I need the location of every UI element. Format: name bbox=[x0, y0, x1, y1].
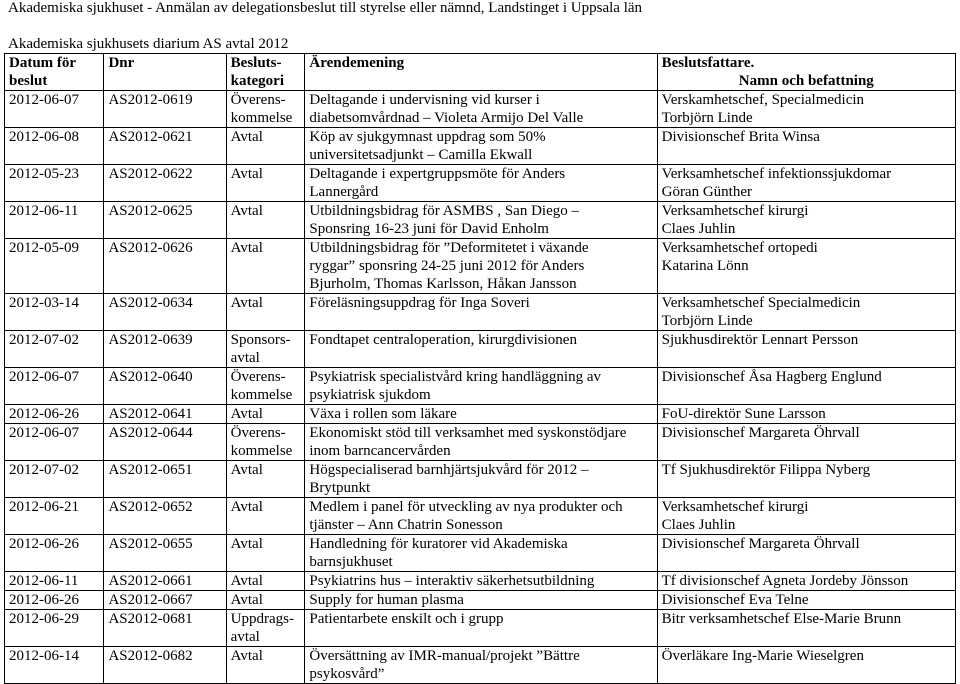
dnr-cell: AS2012-0640 bbox=[104, 368, 226, 405]
header-date: Datum för beslut bbox=[5, 54, 104, 91]
date-cell: 2012-06-11 bbox=[5, 202, 104, 239]
table-row bbox=[5, 368, 956, 405]
decider-cell: Verksamhetschef kirurgi Claes Juhlin bbox=[657, 498, 955, 535]
decider-cell: Tf divisionschef Agneta Jordeby Jönsson bbox=[657, 572, 955, 591]
date-cell: 2012-07-02 bbox=[5, 331, 104, 368]
date-cell: 2012-06-07 bbox=[5, 368, 104, 405]
type-cell: Avtal bbox=[226, 405, 305, 424]
table-row bbox=[5, 165, 956, 202]
dnr-cell: AS2012-0651 bbox=[104, 461, 226, 498]
header-type: Besluts- kategori bbox=[226, 54, 305, 91]
dnr-cell: AS2012-0655 bbox=[104, 535, 226, 572]
type-cell: Avtal bbox=[226, 535, 305, 572]
matter-cell: Supply for human plasma bbox=[305, 591, 657, 610]
matter-cell: Handledning för kuratorer vid Akademiska barnsjukhuset bbox=[305, 535, 657, 572]
type-cell: Avtal bbox=[226, 294, 305, 331]
decider-cell: FoU-direktör Sune Larsson bbox=[657, 405, 955, 424]
date-cell: 2012-06-26 bbox=[5, 405, 104, 424]
type-cell: Avtal bbox=[226, 202, 305, 239]
decider-cell: Sjukhusdirektör Lennart Persson bbox=[657, 331, 955, 368]
decider-cell: Bitr verksamhetschef Else-Marie Brunn bbox=[657, 610, 955, 647]
table-row bbox=[5, 591, 956, 610]
table-row bbox=[5, 239, 956, 294]
dnr-cell: AS2012-0641 bbox=[104, 405, 226, 424]
type-cell: Avtal bbox=[226, 591, 305, 610]
table-row bbox=[5, 91, 956, 128]
dnr-cell: AS2012-0621 bbox=[104, 128, 226, 165]
dnr-cell: AS2012-0681 bbox=[104, 610, 226, 647]
matter-cell: Växa i rollen som läkare bbox=[305, 405, 657, 424]
dnr-cell: AS2012-0634 bbox=[104, 294, 226, 331]
dnr-cell: AS2012-0622 bbox=[104, 165, 226, 202]
date-cell: 2012-06-07 bbox=[5, 91, 104, 128]
table-row bbox=[5, 498, 956, 535]
decider-cell: Verksamhetschef kirurgi Claes Juhlin bbox=[657, 202, 955, 239]
date-cell: 2012-06-21 bbox=[5, 498, 104, 535]
register-rows bbox=[5, 91, 956, 684]
table-row bbox=[5, 424, 956, 461]
matter-cell: Deltagande i undervisning vid kurser i diabetsomvårdnad – Violeta Armijo Del Valle bbox=[305, 91, 657, 128]
table-row bbox=[5, 405, 956, 424]
type-cell: Sponsors- avtal bbox=[226, 331, 305, 368]
type-cell: Avtal bbox=[226, 461, 305, 498]
date-cell: 2012-06-08 bbox=[5, 128, 104, 165]
dnr-cell: AS2012-0625 bbox=[104, 202, 226, 239]
type-cell: Avtal bbox=[226, 498, 305, 535]
dnr-cell: AS2012-0682 bbox=[104, 647, 226, 684]
matter-cell: Köp av sjukgymnast uppdrag som 50% universitetsadjunkt – Camilla Ekwall bbox=[305, 128, 657, 165]
table-row bbox=[5, 647, 956, 684]
table-row bbox=[5, 535, 956, 572]
table-row bbox=[5, 202, 956, 239]
document-subtitle: Akademiska sjukhusets diarium AS avtal 2012 bbox=[8, 36, 289, 52]
table-row bbox=[5, 461, 956, 498]
table-row bbox=[5, 294, 956, 331]
matter-cell: Medlem i panel för utveckling av nya produkter och tjänster – Ann Chatrin Sonesson bbox=[305, 498, 657, 535]
decider-cell: Verskamhetschef, Specialmedicin Torbjörn Linde bbox=[657, 91, 955, 128]
date-cell: 2012-06-11 bbox=[5, 572, 104, 591]
matter-cell: Patientarbete enskilt och i grupp bbox=[305, 610, 657, 647]
table-row bbox=[5, 610, 956, 647]
document-title: Akademiska sjukhuset - Anmälan av delegationsbeslut till styrelse eller nämnd, Landstinget i Uppsala län bbox=[8, 0, 643, 16]
decider-cell: Verksamhetschef infektionssjukdomar Göran Günther bbox=[657, 165, 955, 202]
header-dnr: Dnr bbox=[104, 54, 226, 91]
matter-cell: Fondtapet centraloperation, kirurgdivisionen bbox=[305, 331, 657, 368]
dnr-cell: AS2012-0667 bbox=[104, 591, 226, 610]
type-cell: Överens- kommelse bbox=[226, 91, 305, 128]
type-cell: Avtal bbox=[226, 165, 305, 202]
register-table bbox=[4, 53, 956, 684]
type-cell: Uppdrags- avtal bbox=[226, 610, 305, 647]
matter-cell: Psykiatrins hus – interaktiv säkerhetsutbildning bbox=[305, 572, 657, 591]
type-cell: Avtal bbox=[226, 647, 305, 684]
table-row bbox=[5, 572, 956, 591]
dnr-cell: AS2012-0619 bbox=[104, 91, 226, 128]
matter-cell: Föreläsningsuppdrag för Inga Soveri bbox=[305, 294, 657, 331]
matter-cell: Psykiatrisk specialistvård kring handläggning av psykiatrisk sjukdom bbox=[305, 368, 657, 405]
header-decider: Beslutsfattare. Namn och befattning bbox=[657, 54, 955, 91]
table-row bbox=[5, 331, 956, 368]
matter-cell: Utbildningsbidrag för ASMBS , San Diego – Sponsring 16-23 juni för David Enholm bbox=[305, 202, 657, 239]
date-cell: 2012-06-14 bbox=[5, 647, 104, 684]
dnr-cell: AS2012-0639 bbox=[104, 331, 226, 368]
decider-cell: Verksamhetschef Specialmedicin Torbjörn Linde bbox=[657, 294, 955, 331]
decider-cell: Tf Sjukhusdirektör Filippa Nyberg bbox=[657, 461, 955, 498]
decider-cell: Divisionschef Margareta Öhrvall bbox=[657, 424, 955, 461]
date-cell: 2012-06-26 bbox=[5, 535, 104, 572]
date-cell: 2012-03-14 bbox=[5, 294, 104, 331]
date-cell: 2012-07-02 bbox=[5, 461, 104, 498]
type-cell: Avtal bbox=[226, 128, 305, 165]
type-cell: Avtal bbox=[226, 572, 305, 591]
matter-cell: Översättning av IMR-manual/projekt ”Bättre psykosvård” bbox=[305, 647, 657, 684]
dnr-cell: AS2012-0644 bbox=[104, 424, 226, 461]
matter-cell: Utbildningsbidrag för ”Deformitetet i växande ryggar” sponsring 24-25 juni 2012 för Anders Bjurholm, Thomas Karlsson, Håkan Jansson bbox=[305, 239, 657, 294]
decider-cell: Divisionschef Eva Telne bbox=[657, 591, 955, 610]
date-cell: 2012-06-29 bbox=[5, 610, 104, 647]
matter-cell: Högspecialiserad barnhjärtsjukvård för 2012 – Brytpunkt bbox=[305, 461, 657, 498]
type-cell: Överens- kommelse bbox=[226, 424, 305, 461]
header-row bbox=[5, 54, 956, 91]
header-matter: Ärendemening bbox=[305, 54, 657, 91]
decider-cell: Överläkare Ing-Marie Wieselgren bbox=[657, 647, 955, 684]
dnr-cell: AS2012-0661 bbox=[104, 572, 226, 591]
matter-cell: Deltagande i expertgruppsmöte för Anders Lannergård bbox=[305, 165, 657, 202]
decider-cell: Verksamhetschef ortopedi Katarina Lönn bbox=[657, 239, 955, 294]
date-cell: 2012-06-26 bbox=[5, 591, 104, 610]
date-cell: 2012-06-07 bbox=[5, 424, 104, 461]
matter-cell: Ekonomiskt stöd till verksamhet med syskonstödjare inom barncancervården bbox=[305, 424, 657, 461]
decider-cell: Divisionschef Åsa Hagberg Englund bbox=[657, 368, 955, 405]
table-row bbox=[5, 128, 956, 165]
decider-cell: Divisionschef Brita Winsa bbox=[657, 128, 955, 165]
dnr-cell: AS2012-0626 bbox=[104, 239, 226, 294]
type-cell: Avtal bbox=[226, 239, 305, 294]
decider-cell: Divisionschef Margareta Öhrvall bbox=[657, 535, 955, 572]
date-cell: 2012-05-23 bbox=[5, 165, 104, 202]
type-cell: Överens- kommelse bbox=[226, 368, 305, 405]
dnr-cell: AS2012-0652 bbox=[104, 498, 226, 535]
date-cell: 2012-05-09 bbox=[5, 239, 104, 294]
